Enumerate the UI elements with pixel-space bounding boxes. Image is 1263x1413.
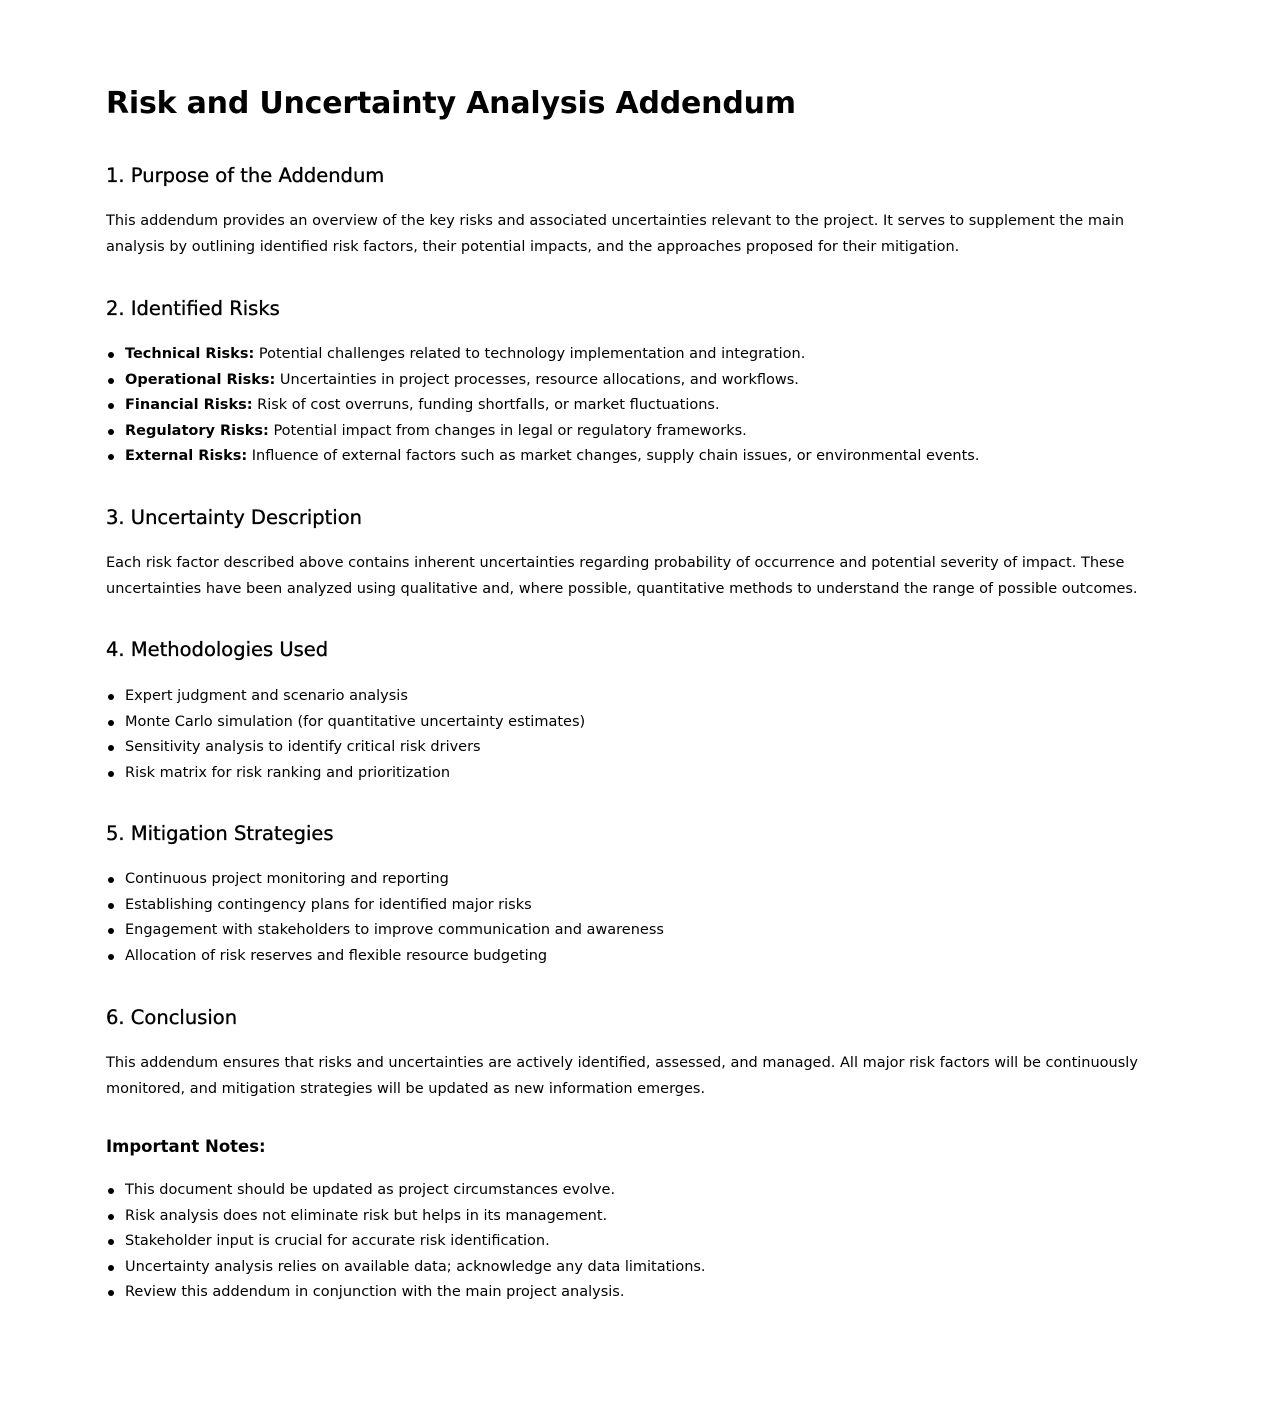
list-item-text: Expert judgment and scenario analysis <box>125 688 408 704</box>
bullet-icon <box>108 429 114 435</box>
list-item <box>106 735 1151 761</box>
list-item-text: Stakeholder input is crucial for accurate risk identification. <box>125 1233 550 1249</box>
section-paragraph-conclusion: This addendum ensures that risks and uncertainties are actively identified, assessed, and managed. All major risk factors will be continuously monitored, and mitigation strategies will be updated as new information emerges. <box>106 1055 1138 1097</box>
risk-text: Influence of external factors such as market changes, supply chain issues, or environmental events. <box>247 448 980 464</box>
bullet-icon <box>108 352 114 358</box>
list-item <box>106 867 1151 893</box>
list-item <box>106 444 1151 470</box>
section-paragraph-purpose: This addendum provides an overview of the key risks and associated uncertainties relevant to the project. It serves to supplement the main analysis by outlining identified risk factors, their potential impacts, and the approaches proposed for their mitigation. <box>106 213 1125 255</box>
list-item <box>106 419 1151 445</box>
list-item-text: Sensitivity analysis to identify critical risk drivers <box>125 739 481 755</box>
bullet-icon <box>108 694 114 700</box>
section-heading-purpose: 1. Purpose of the Addendum <box>106 164 385 187</box>
bullet-icon <box>108 903 114 909</box>
notes-list <box>106 1178 1151 1302</box>
bullet-icon <box>108 1214 114 1220</box>
methodologies-list <box>106 684 1151 786</box>
mitigation-list <box>106 867 1151 969</box>
risk-text: Uncertainties in project processes, resource allocations, and workflows. <box>275 371 799 388</box>
list-item-text: Engagement with stakeholders to improve communication and awareness <box>125 922 664 938</box>
section-heading-conclusion: 6. Conclusion <box>106 1006 238 1029</box>
list-item-text: Establishing contingency plans for identified major risks <box>125 896 532 913</box>
bullet-icon <box>108 454 114 460</box>
section-heading-identified-risks: 2. Identified Risks <box>106 297 280 320</box>
bullet-icon <box>108 1239 114 1245</box>
bullet-icon <box>108 1188 114 1194</box>
section-heading-mitigation: 5. Mitigation Strategies <box>106 822 334 845</box>
list-item <box>106 684 1151 710</box>
list-item-text: Uncertainty analysis relies on available data; acknowledge any data limitations. <box>125 1258 706 1275</box>
bullet-icon <box>108 720 114 726</box>
risk-label: External Risks: <box>125 448 248 464</box>
list-item <box>106 1178 1151 1204</box>
list-item-text: Continuous project monitoring and reporting <box>125 871 449 887</box>
list-item <box>106 1255 1151 1281</box>
list-item-text: Risk analysis does not eliminate risk but helps in its management. <box>125 1207 608 1224</box>
section-heading-methodologies: 4. Methodologies Used <box>106 638 329 661</box>
risk-text: Potential impact from changes in legal or regulatory frameworks. <box>268 422 747 439</box>
risk-text: Potential challenges related to technology implementation and integration. <box>254 346 806 362</box>
list-item <box>106 368 1151 394</box>
bullet-icon <box>108 771 114 777</box>
list-item-text: Risk matrix for risk ranking and prioritization <box>125 764 451 781</box>
bullet-icon <box>108 1265 114 1271</box>
list-item <box>106 761 1151 787</box>
bullet-icon <box>108 745 114 751</box>
risk-label: Technical Risks: <box>125 346 255 362</box>
list-item-text: This document should be updated as project circumstances evolve. <box>125 1182 616 1198</box>
list-item-text: Review this addendum in conjunction with the main project analysis. <box>125 1284 625 1300</box>
list-item <box>106 944 1151 970</box>
risk-label: Financial Risks: <box>125 397 253 413</box>
bullet-icon <box>108 954 114 960</box>
identified-risks-list <box>106 342 1151 470</box>
section-paragraph-uncertainty: Each risk factor described above contains inherent uncertainties regarding probability of occurrence and potential severity of impact. These uncertainties have been analyzed using qualitative and, where possible, quantitative methods to understand the range of possible outcomes. <box>106 555 1138 597</box>
list-item <box>106 710 1151 736</box>
section-heading-uncertainty: 3. Uncertainty Description <box>106 506 362 529</box>
list-item <box>106 893 1151 919</box>
list-item-text: Monte Carlo simulation (for quantitative uncertainty estimates) <box>125 713 586 730</box>
bullet-icon <box>108 378 114 384</box>
notes-heading: Important Notes: <box>106 1137 266 1156</box>
document-title: Risk and Uncertainty Analysis Addendum <box>106 86 796 121</box>
bullet-icon <box>108 877 114 883</box>
list-item <box>106 1229 1151 1255</box>
list-item <box>106 342 1151 368</box>
bullet-icon <box>108 928 114 934</box>
risk-label: Regulatory Risks: <box>125 422 269 439</box>
list-item <box>106 1280 1151 1302</box>
list-item <box>106 393 1151 419</box>
bullet-icon <box>108 403 114 409</box>
list-item-text: Allocation of risk reserves and flexible resource budgeting <box>125 947 548 964</box>
notes-viewport <box>106 1178 1156 1302</box>
list-item <box>106 1204 1151 1230</box>
bullet-icon <box>108 1290 114 1296</box>
risk-label: Operational Risks: <box>125 371 276 388</box>
list-item <box>106 918 1151 944</box>
risk-text: Risk of cost overruns, funding shortfalls, or market fluctuations. <box>252 397 720 413</box>
